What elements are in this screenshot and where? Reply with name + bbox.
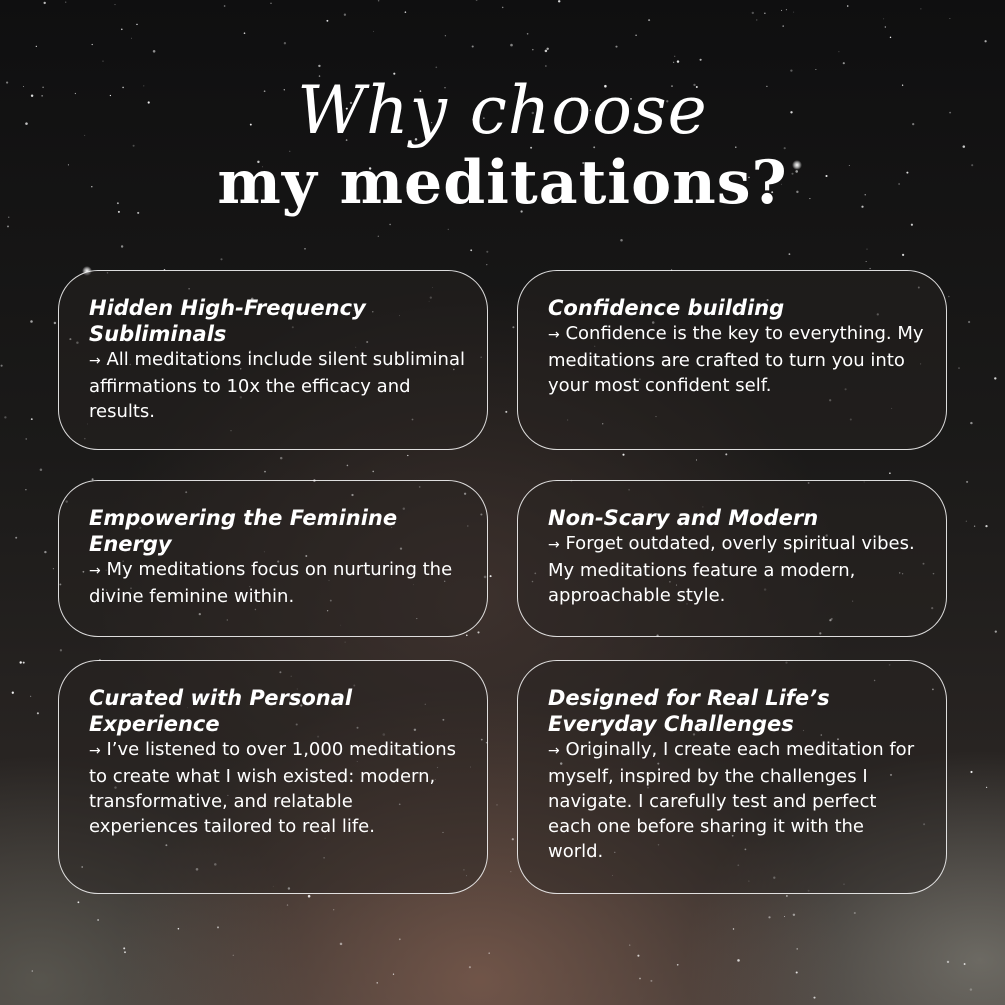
headline-serif-line: my meditations? <box>217 148 788 218</box>
arrow-icon: → <box>89 743 101 759</box>
card-body-text: Originally, I create each meditation for myself, inspired by the challenges I navigate. I carefully test and perfect each one before sharing it with the world. <box>548 739 915 862</box>
card-title: Designed for Real Life’s Everyday Challenges <box>548 686 830 736</box>
arrow-icon: → <box>548 327 560 343</box>
feature-card-personal-experience <box>58 660 488 894</box>
card-body <box>548 737 924 864</box>
headline <box>0 72 1005 218</box>
feature-card-confidence <box>517 270 947 450</box>
card-body <box>89 347 465 424</box>
card-body-text: Confidence is the key to everything. My meditations are crafted to turn you into your most confident self. <box>548 323 924 396</box>
feature-card-everyday-challenges <box>517 660 947 894</box>
headline-script-line: Why choose <box>297 72 708 149</box>
arrow-icon: → <box>89 563 101 579</box>
card-body-text: I’ve listened to over 1,000 meditations to create what I wish existed: modern, transformative, and relatable experiences tailored to real life. <box>89 739 456 837</box>
card-title: Hidden High-Frequency Subliminals <box>89 296 366 346</box>
card-body-text: My meditations focus on nurturing the divine feminine within. <box>89 559 453 607</box>
card-body <box>89 557 465 609</box>
arrow-icon: → <box>548 537 560 553</box>
card-body-text: Forget outdated, overly spiritual vibes. My meditations feature a modern, approachable style. <box>548 533 915 606</box>
card-title: Curated with Personal Experience <box>89 686 353 736</box>
arrow-icon: → <box>548 743 560 759</box>
arrow-icon: → <box>89 353 101 369</box>
feature-card-feminine-energy <box>58 480 488 637</box>
card-body <box>89 737 465 839</box>
card-title: Empowering the Feminine Energy <box>89 506 398 556</box>
feature-card-subliminals <box>58 270 488 450</box>
card-title: Confidence building <box>548 296 785 320</box>
card-body <box>548 321 924 398</box>
card-body <box>548 531 924 608</box>
card-body-text: All meditations include silent subliminal affirmations to 10x the efficacy and results. <box>89 349 465 422</box>
card-title: Non-Scary and Modern <box>548 506 819 530</box>
feature-card-modern <box>517 480 947 637</box>
